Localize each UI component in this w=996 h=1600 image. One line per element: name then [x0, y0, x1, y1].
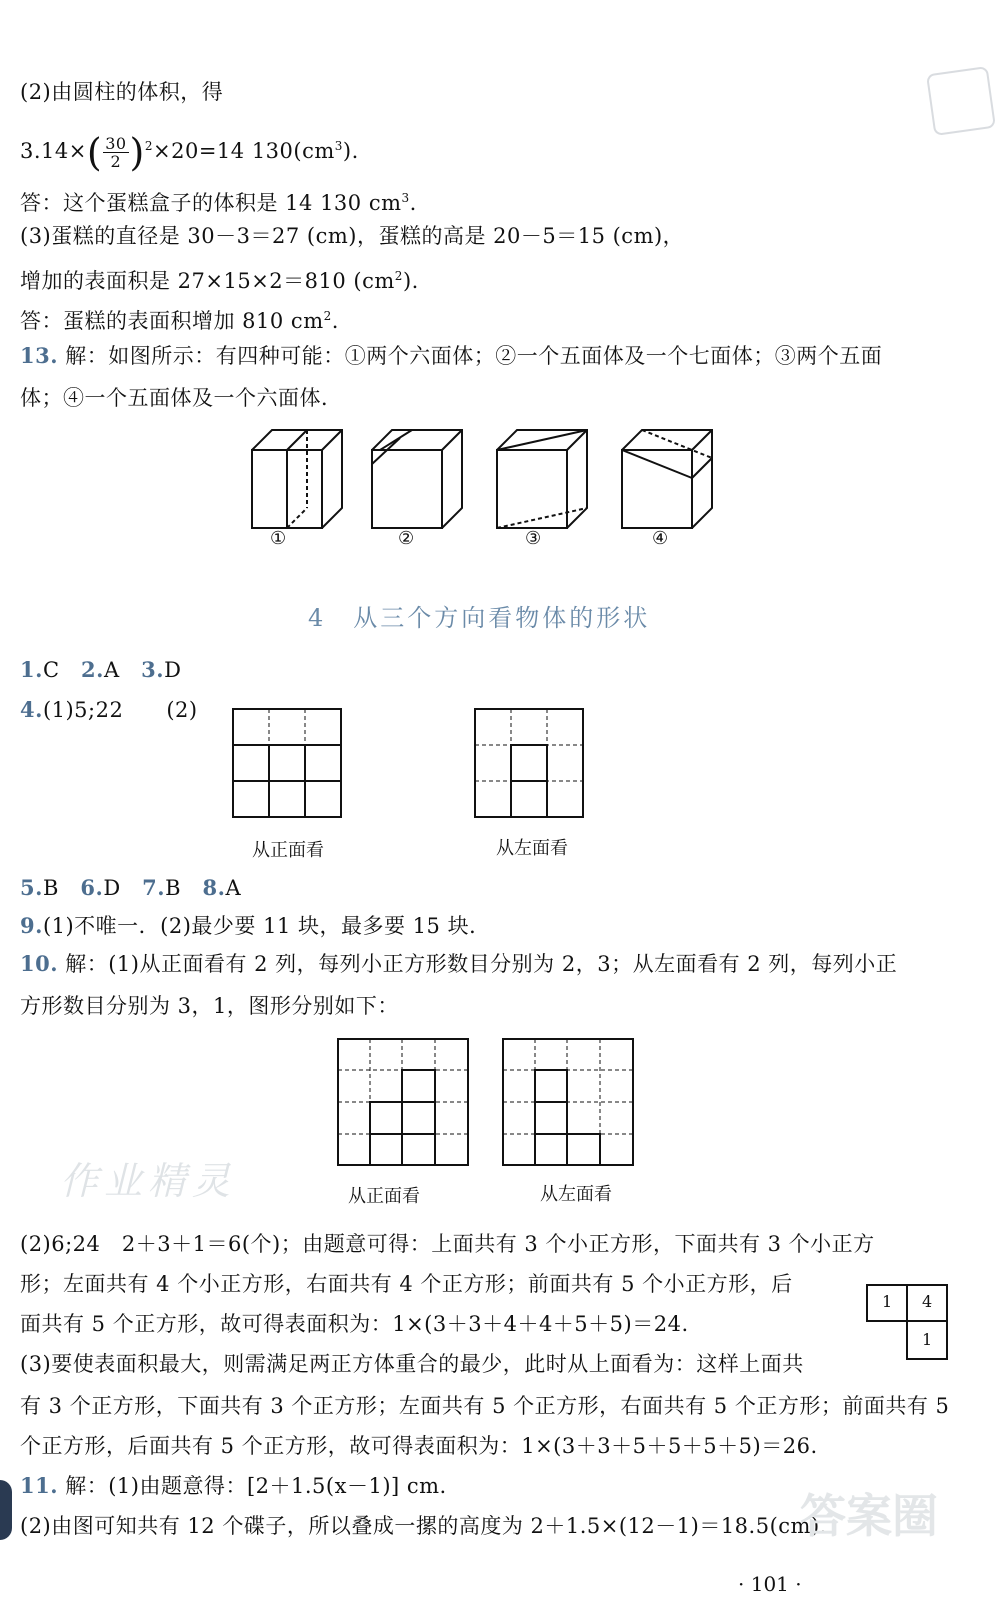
watermark: 答案圈 — [800, 1489, 938, 1543]
formula-part: 3.14× — [20, 139, 87, 163]
text-line: 形；左面共有 4 个小正方形，右面共有 4 个正方形；前面共有 5 个小正方形，后 — [20, 1272, 793, 1296]
text: (1)不唯一．(2)最少要 11 块，最多要 15 块． — [42, 914, 491, 938]
answer: D — [164, 658, 182, 682]
frac-den: 2 — [110, 152, 122, 171]
answers-1-3 — [20, 656, 181, 684]
paren-open: ( — [86, 130, 103, 175]
question-number: 2. — [81, 657, 104, 682]
figure-10-left-view — [502, 1038, 636, 1168]
figure-10-front-view — [337, 1038, 471, 1168]
figure-caption: 从正面看 — [252, 840, 324, 861]
exponent: 2 — [144, 139, 154, 153]
text-line: 有 3 个正方形，下面共有 3 个正方形；左面共有 5 个正方形，右面共有 5 个正方形；前面共有 5 — [20, 1394, 950, 1418]
question-number: 4. — [20, 697, 43, 722]
answer: B — [42, 876, 59, 900]
figure-4-left-view — [474, 708, 586, 820]
question-number: 11. — [20, 1473, 59, 1498]
formula-part: ). — [342, 139, 359, 163]
cube-3 — [497, 430, 587, 528]
figure-4-front-view — [232, 708, 344, 820]
figure-caption: 从正面看 — [348, 1186, 420, 1207]
top-view-cell: 1 — [882, 1292, 893, 1311]
text: . — [331, 309, 339, 333]
cube-4 — [622, 430, 712, 528]
text: 解：如图所示：有四种可能：①两个六面体；②一个五面体及一个七面体；③两个五面 — [58, 344, 883, 368]
page-number: · 101 · — [738, 1572, 802, 1596]
text: 解：(1)由题意得：[2＋1.5(x－1)] cm. — [58, 1474, 447, 1498]
unit-exponent: 2 — [323, 309, 332, 323]
answer: B — [165, 876, 182, 900]
answer: A — [103, 658, 120, 682]
frac-num: 30 — [105, 134, 127, 153]
figure-label: ③ — [525, 528, 542, 549]
text: ). — [402, 269, 419, 293]
question-number: 1. — [20, 657, 43, 682]
figure-label: ② — [398, 528, 415, 549]
formula-part: ×20=14 130(cm — [153, 139, 335, 163]
figure-label: ① — [270, 528, 287, 549]
question-number: 7. — [142, 875, 166, 900]
question-11 — [20, 1472, 447, 1500]
top-view-cell: 4 — [922, 1292, 933, 1311]
top-view-cell: 1 — [922, 1330, 933, 1349]
question-number: 5. — [20, 875, 43, 900]
question-number: 6. — [80, 875, 104, 900]
text-line: 个正方形，后面共有 5 个正方形，故可得表面积为：1×(3＋3＋5＋5＋5＋5)＝26. — [20, 1434, 818, 1458]
text-line: 面共有 5 个正方形，故可得表面积为：1×(3＋3＋4＋4＋5＋5)＝24. — [20, 1312, 689, 1336]
question-10 — [20, 950, 897, 978]
text-line: 方形数目分别为 3，1，图形分别如下： — [20, 994, 399, 1018]
text-line: (3)蛋糕的直径是 30－3＝27 (cm)，蛋糕的高是 20－5＝15 (cm)， — [20, 224, 685, 248]
question-number: 8. — [202, 875, 226, 900]
paren-close: ) — [129, 130, 145, 175]
watermark: 作业精灵 — [60, 1159, 237, 1203]
cube-1 — [252, 430, 342, 528]
question-number: 13. — [20, 343, 59, 368]
question-4 — [20, 696, 198, 724]
figure-caption: 从左面看 — [540, 1184, 612, 1205]
text: 答：这个蛋糕盒子的体积是 14 130 cm — [20, 191, 402, 215]
text: 解：(1)从正面看有 2 列，每列小正方形数目分别为 2，3；从左面看有 2 列，每列小正 — [58, 952, 898, 976]
figure-caption: 从左面看 — [496, 838, 568, 859]
text-line: (2)由图可知共有 12 个碟子，所以叠成一摞的高度为 2＋1.5×(12－1)＝18.5(cm). — [20, 1514, 827, 1538]
unit-exponent: 2 — [394, 269, 403, 283]
figure-label: ④ — [652, 528, 669, 549]
text: (1)5;22 (2) — [42, 698, 198, 722]
question-number: 10. — [20, 951, 59, 976]
unit-exponent: 3 — [401, 191, 410, 205]
cube-2 — [372, 430, 462, 528]
top-view-figure — [866, 1284, 950, 1364]
answer: C — [42, 658, 60, 682]
text-line: (2)6;24 2＋3＋1＝6(个)；由题意可得：上面共有 3 个小正方形，下面共有 3 个小正方 — [20, 1232, 875, 1256]
question-number: 9. — [20, 913, 43, 938]
answer: D — [103, 876, 121, 900]
text: 增加的表面积是 27×15×2＝810 (cm — [20, 269, 395, 293]
question-9 — [20, 912, 491, 940]
page-edge-mark — [0, 1480, 12, 1540]
text-line: (2)由圆柱的体积，得 — [20, 80, 224, 104]
section-title: 4 从三个方向看物体的形状 — [308, 604, 651, 632]
answers-5-8 — [20, 874, 241, 902]
answer: A — [225, 876, 242, 900]
text-line: 体；④一个五面体及一个六面体． — [20, 386, 343, 410]
text-line: (3)要使表面积最大，则需满足两正方体重合的最少，此时从上面看为：这样上面共 — [20, 1352, 804, 1376]
question-number: 3. — [141, 657, 165, 682]
unit-exponent: 3 — [334, 139, 343, 153]
text: 答：蛋糕的表面积增加 810 cm — [20, 309, 324, 333]
text: . — [409, 191, 417, 215]
figure-13-cubes — [0, 0, 996, 600]
